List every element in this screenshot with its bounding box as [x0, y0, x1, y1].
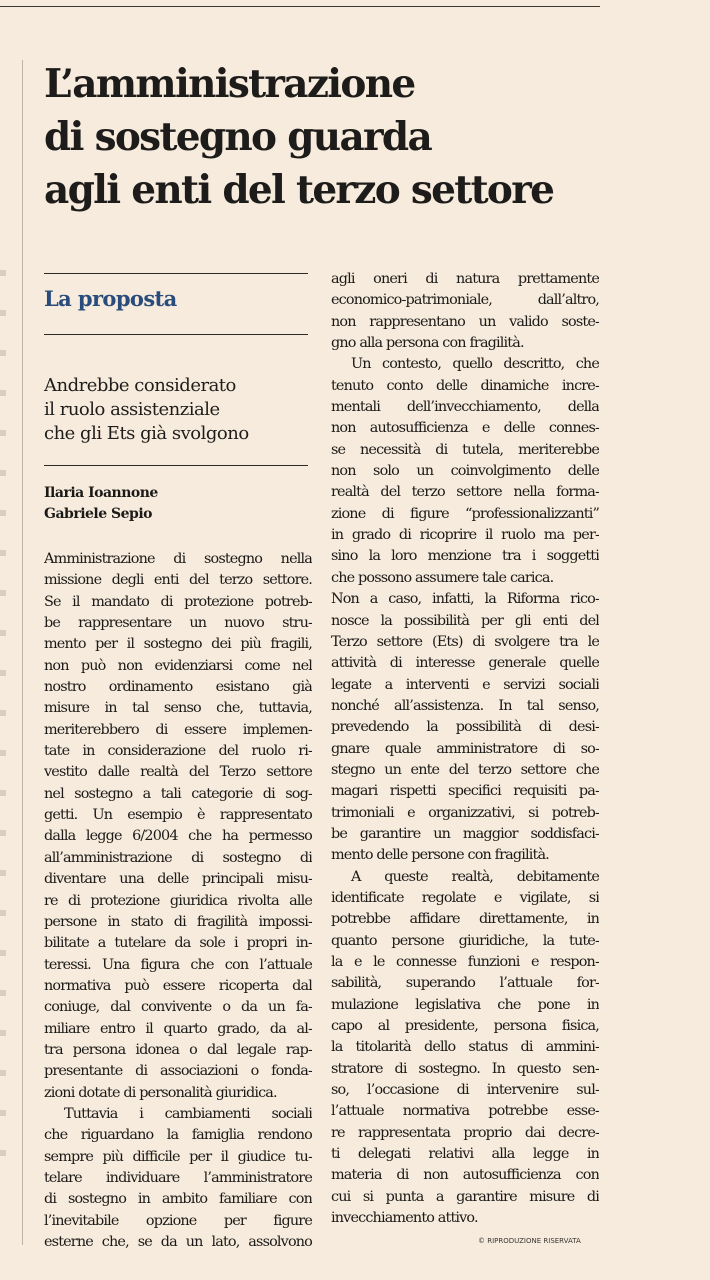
kicker-bottom-rule [44, 334, 308, 335]
body-text-line: esterne che, se da un lato, assolvono [44, 1234, 312, 1250]
body-column-right [331, 269, 599, 1229]
body-text-line: presentante di associazioni o fonda- [44, 1063, 312, 1080]
body-text-line: prevedendo la possibilità di desi- [331, 719, 599, 736]
body-text-line: ti delegati relativi alla legge in [331, 1146, 599, 1163]
kicker: La proposta [44, 286, 177, 311]
body-text-line: mulazione legislativa che pone in [331, 996, 599, 1013]
body-text-line: normativa può essere ricoperta dal [44, 977, 312, 994]
body-text-line: zioni dotate di personalità giuridica. [44, 1084, 277, 1101]
body-text-line: se necessità di tutela, meriterebbe [331, 441, 599, 458]
body-text-line: re rappresentata proprio dai decre- [331, 1124, 599, 1141]
body-text-line: trimoniali e organizzativi, si potreb- [331, 804, 599, 821]
body-text-line: non autosufficienza e delle connes- [331, 420, 599, 437]
body-text-line: telare individuare l’amministratore [44, 1169, 312, 1186]
summary-line: il ruolo assistenziale [44, 399, 220, 420]
body-text-line: cui si punta a garantire misure di [331, 1188, 599, 1205]
body-text-line: persone in stato di fragilità impossi- [44, 913, 312, 930]
author-name: Ilaria Ioannone [44, 485, 158, 501]
body-text-line: Amministrazione di sostegno nella [44, 551, 312, 567]
body-text-line: magari rispetti specifici requisiti pa- [331, 783, 599, 800]
body-text-line: non rappresentano un valido soste- [331, 313, 599, 330]
body-text-line: teressi. Una figura che con l’attuale [44, 956, 312, 973]
body-text-line: realtà del terzo settore nella forma- [331, 484, 599, 501]
body-text-line: mento per il sostegno dei più fragili, [44, 636, 312, 653]
kicker-top-rule [44, 273, 308, 274]
body-text-line: l’inevitabile opzione per figure [44, 1212, 312, 1229]
body-text-line: mento delle persone con fragilità. [331, 847, 549, 864]
summary [44, 374, 314, 446]
headline-line: agli enti del terzo settore [44, 167, 554, 213]
headline-line: di sostegno guarda [44, 114, 432, 160]
body-text-line: nonché all’assistenza. In tal senso, [331, 697, 599, 714]
body-text-line: coniuge, dal convivente o da un fa- [44, 999, 312, 1016]
body-text-line: stratore di sostegno. In questo sen- [331, 1060, 599, 1077]
body-text-line: nosce la possibilità per gli enti del [331, 612, 599, 629]
author-name: Gabriele Sepio [44, 506, 152, 522]
body-text-line: non può non evidenziarsi come nel [44, 657, 312, 674]
body-text-line: agli oneri di natura prettamente [331, 271, 599, 287]
body-text-line: che riguardano la famiglia rendono [44, 1127, 312, 1144]
body-text-line: mentali dell’invecchiamento, della [331, 399, 599, 416]
body-text-line: Terzo settore (Ets) di svolgere tra le [331, 633, 599, 650]
body-text-line: Se il mandato di protezione potreb- [44, 593, 312, 610]
body-text-line: bilitate a tutelare da sole i propri in- [44, 935, 312, 952]
body-text-line: sempre più difficile per il giudice tu- [44, 1148, 312, 1165]
top-rule [0, 6, 600, 7]
body-text-line: gnare quale amministratore di so- [331, 740, 599, 757]
byline [44, 483, 158, 525]
body-text-line: attività di interesse generale quelle [331, 655, 599, 672]
body-text-line: legate a interventi e servizi sociali [331, 676, 599, 693]
body-text-line: meriterebbero di essere implemen- [44, 721, 312, 738]
body-text-line: la titolarità dello status di ammini- [331, 1039, 599, 1056]
body-text-line: l’attuale normativa potrebbe esse- [331, 1103, 599, 1120]
headline-line: L’amministrazione [44, 61, 415, 107]
body-text-line: miliare entro il quarto grado, da al- [44, 1020, 312, 1037]
body-text-line: tra persona idonea o dal legale rap- [44, 1041, 312, 1058]
body-text-line: so, l’occasione di intervenire sul- [331, 1082, 599, 1099]
body-text-line: be garantire un maggior soddisfaci- [331, 825, 599, 842]
body-text-line: Non a caso, infatti, la Riforma rico- [331, 591, 599, 608]
body-text-line: stegno un ente del terzo settore che [331, 761, 599, 778]
body-text-line: nel sostegno a tali categorie di sog- [44, 785, 312, 802]
column-rule [22, 60, 23, 1245]
body-text-line: tate in considerazione del ruolo ri- [44, 743, 312, 760]
body-text-line: diventare una delle principali misu- [44, 871, 312, 888]
body-text-line: Un contesto, quello descritto, che [351, 356, 599, 373]
summary-line: Andrebbe considerato [44, 375, 236, 396]
headline [44, 58, 604, 217]
body-text-line: sino la loro menzione tra i soggetti [331, 548, 599, 565]
body-text-line: identificate regolate e vigilate, si [331, 889, 599, 906]
body-text-line: economico-patrimoniale, dall’altro, [331, 292, 599, 309]
body-text-line: vestito dalle realtà del Terzo settore [44, 764, 312, 781]
body-text-line: in grado di ricoprire il ruolo ma per- [331, 527, 599, 544]
body-text-line: Tuttavia i cambiamenti sociali [64, 1105, 312, 1122]
body-text-line: be rappresentare un nuovo stru- [44, 615, 312, 632]
body-text-line: la e le connesse funzioni e respon- [331, 954, 599, 970]
body-text-line: quanto persone giuridiche, la tute- [331, 932, 599, 949]
body-text-line: dalla legge 6/2004 che ha permesso [44, 828, 312, 845]
body-column-left [44, 549, 312, 1253]
body-text-line: re di protezione giuridica rivolta alle [44, 892, 312, 909]
copyright-notice: © RIPRODUZIONE RISERVATA [478, 1237, 581, 1245]
body-text-line: misure in tal senso che, tuttavia, [44, 700, 312, 717]
body-text-line: A queste realtà, debitamente [351, 868, 599, 885]
body-text-line: getti. Un esempio è rappresentato [44, 807, 312, 824]
body-text-line: sabilità, superando l’attuale for- [331, 975, 599, 992]
body-text-line: all’amministrazione di sostegno di [44, 849, 312, 866]
summary-rule [44, 465, 308, 466]
body-text-line: nostro ordinamento esistano già [44, 679, 312, 696]
body-text-line: tenuto conto delle dinamiche incre- [331, 377, 599, 394]
body-text-line: gno alla persona con fragilità. [331, 335, 524, 352]
body-text-line: invecchiamento attivo. [331, 1210, 478, 1227]
body-text-line: materia di non autosufficienza con [331, 1167, 599, 1184]
body-text-line: zione di figure “professionalizzanti” [331, 505, 599, 522]
summary-line: che gli Ets già svolgono [44, 423, 249, 444]
body-text-line: che possono assumere tale carica. [331, 569, 554, 586]
body-text-line: di sostegno in ambito familiare con [44, 1191, 312, 1208]
body-text-line: missione degli enti del terzo settore. [44, 572, 312, 589]
body-text-line: capo al presidente, persona fisica, [331, 1018, 599, 1035]
page-edge-marks [0, 270, 6, 1170]
body-text-line: non solo un coinvolgimento delle [331, 463, 599, 480]
body-text-line: potrebbe affidare direttamente, in [331, 911, 599, 928]
